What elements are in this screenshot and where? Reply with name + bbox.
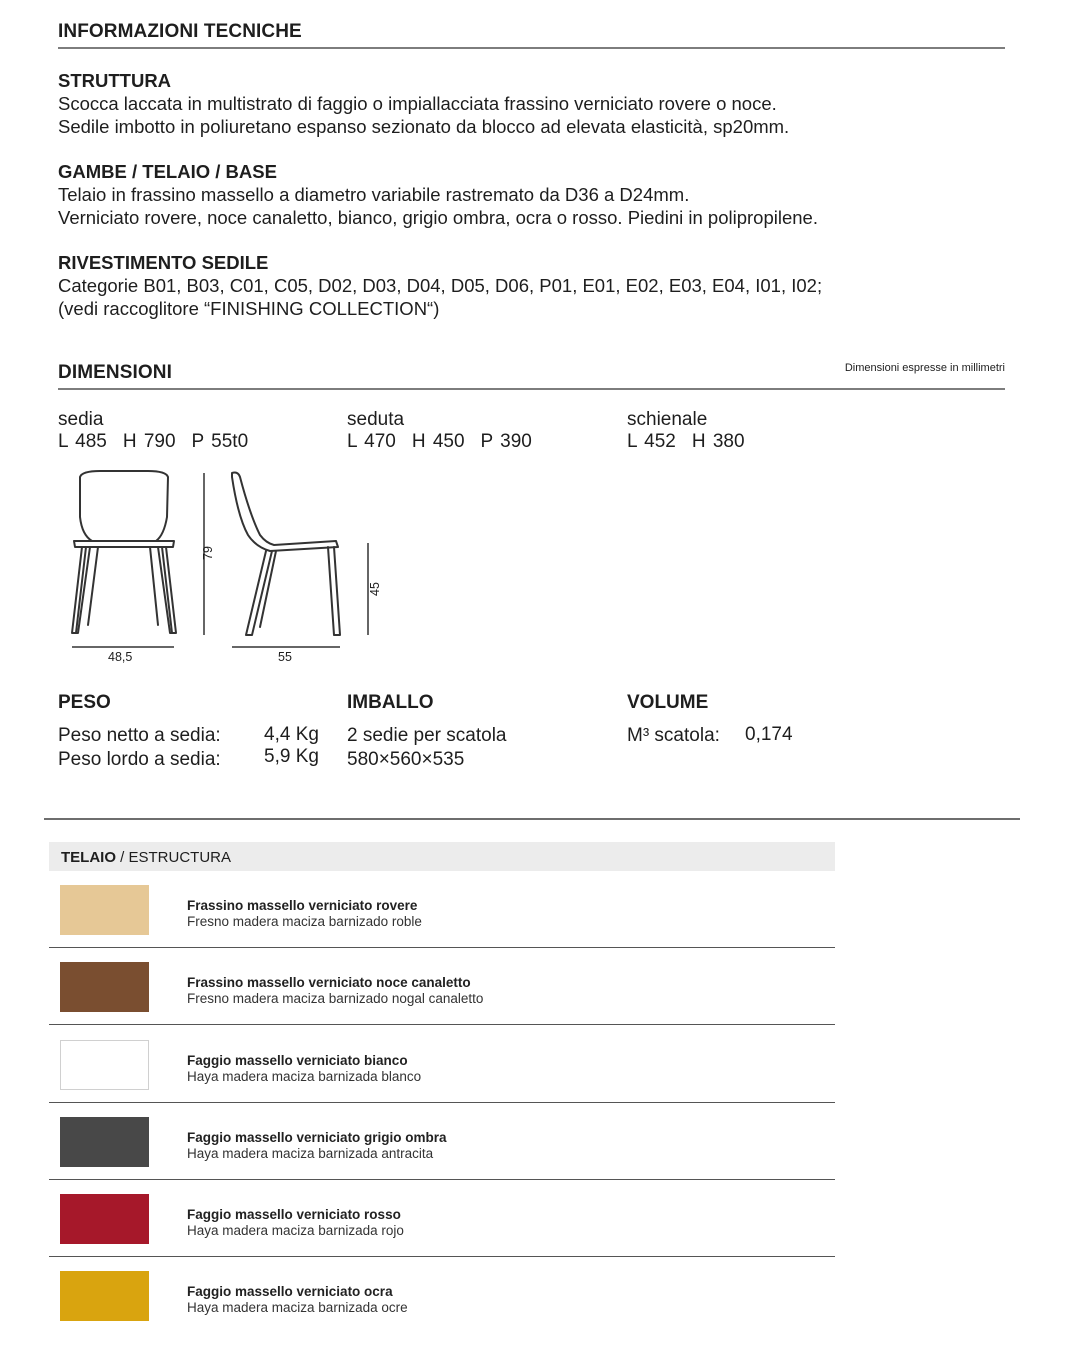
finish-name-es: Haya madera maciza barnizada blanco (187, 1069, 422, 1084)
peso-title: PESO (58, 692, 111, 713)
dim-value: H 790 (122, 431, 176, 452)
front-width-label: 48,5 (108, 650, 133, 664)
dimensioni-divider (58, 388, 1005, 390)
dimensioni-note: Dimensioni espresse in millimetri (844, 362, 1005, 374)
telaio-header-text (61, 849, 231, 866)
dim-value: H 380 (691, 431, 745, 452)
telaio-header (49, 842, 835, 871)
finish-swatch-grigio (60, 1117, 149, 1167)
section-gambe (58, 161, 818, 229)
section-title: RIVESTIMENTO SEDILE (58, 252, 269, 273)
finish-name-es: Fresno madera maciza barnizado nogal canaletto (187, 991, 484, 1006)
front-rear-leg-right (150, 547, 158, 625)
height-label: 79 (200, 546, 215, 560)
finish-name-es: Fresno madera maciza barnizado roble (187, 914, 422, 929)
section-title: STRUTTURA (58, 70, 172, 91)
finish-name-it: Frassino massello verniciato rovere (187, 898, 418, 913)
side-front-leg (328, 547, 340, 635)
finish-swatch-noce (60, 962, 149, 1012)
finish-name-it: Faggio massello verniciato ocra (187, 1284, 393, 1299)
dim-label: sedia (58, 409, 104, 430)
finish-name-es: Haya madera maciza barnizada ocre (187, 1300, 408, 1315)
peso-lordo-label: Peso lordo a sedia: (58, 749, 221, 770)
section-line: Categorie B01, B03, C01, C05, D02, D03, D04, D05, D06, P01, E01, E02, E03, E04, I01, I02; (58, 275, 823, 296)
section-struttura (58, 70, 789, 138)
section-line: Verniciato rovere, noce canaletto, bianco, grigio ombra, ocra o rosso. Piedini in polipropilene. (58, 207, 818, 228)
finish-row (49, 871, 835, 948)
finish-name-it: Frassino massello verniciato noce canaletto (187, 975, 471, 990)
finish-row (49, 1180, 835, 1257)
finish-swatch-rovere (60, 885, 149, 935)
dim-values (58, 431, 264, 453)
dim-value: L 485 (58, 431, 107, 452)
section-line: Telaio in frassino massello a diametro variabile rastremato da D36 a D24mm. (58, 184, 690, 205)
dim-label: seduta (347, 409, 405, 430)
finish-name-it: Faggio massello verniciato rosso (187, 1207, 401, 1222)
section-divider (44, 818, 1020, 820)
chair-drawing (60, 465, 400, 655)
finish-row (49, 1026, 835, 1103)
peso-lordo-value: 5,9 Kg (264, 746, 319, 767)
dim-value: L 452 (627, 431, 676, 452)
front-rear-leg-left (88, 547, 98, 625)
volume-label: M³ scatola: (627, 725, 720, 746)
dim-values (347, 431, 548, 453)
finish-name-it: Faggio massello verniciato grigio ombra (187, 1130, 447, 1145)
side-backrest (232, 473, 338, 552)
finish-swatch-rosso (60, 1194, 149, 1244)
imballo-line: 2 sedie per scatola (347, 725, 507, 746)
finish-row (49, 948, 835, 1025)
seat-height-label: 45 (367, 582, 382, 596)
front-seat (74, 541, 174, 547)
dim-group-seduta (347, 409, 548, 453)
finish-name-es: Haya madera maciza barnizada rojo (187, 1223, 404, 1238)
section-rivestimento (58, 252, 822, 320)
dim-label: schienale (627, 409, 708, 430)
telaio-header-rest: / ESTRUCTURA (116, 849, 232, 866)
dim-values (627, 431, 761, 453)
dim-value: H 450 (411, 431, 465, 452)
dim-value: P 55t0 (191, 431, 249, 452)
section-line: Sedile imbotto in poliuretano espanso sezionato da blocco ad elevata elasticità, sp20mm. (58, 116, 790, 137)
dim-group-sedia (58, 409, 264, 453)
dim-group-schienale (627, 409, 761, 453)
finish-row (49, 1103, 835, 1180)
peso-netto-label: Peso netto a sedia: (58, 725, 221, 746)
telaio-header-bold: TELAIO (61, 849, 116, 866)
dimensioni-title: DIMENSIONI (58, 362, 172, 383)
page-title: INFORMAZIONI TECNICHE (58, 21, 302, 42)
finish-swatch-ocra (60, 1271, 149, 1321)
volume-value: 0,174 (745, 724, 793, 745)
volume-title: VOLUME (627, 692, 709, 713)
finish-row (49, 1257, 835, 1333)
imballo-line: 580×560×535 (347, 749, 465, 770)
finish-swatch-bianco (60, 1040, 149, 1090)
peso-netto-value: 4,4 Kg (264, 724, 319, 745)
imballo-title: IMBALLO (347, 692, 434, 713)
section-line: (vedi raccoglitore “FINISHING COLLECTION“) (58, 298, 440, 319)
side-depth-label: 55 (278, 650, 292, 664)
dim-value: L 470 (347, 431, 396, 452)
dim-value: P 390 (480, 431, 532, 452)
finish-name-es: Haya madera maciza barnizada antracita (187, 1146, 434, 1161)
header-divider (58, 47, 1005, 49)
section-title: GAMBE / TELAIO / BASE (58, 161, 277, 182)
front-backrest (80, 471, 168, 541)
finish-name-it: Faggio massello verniciato bianco (187, 1053, 408, 1068)
section-line: Scocca laccata in multistrato di faggio o impiallacciata frassino verniciato rovere o noce. (58, 93, 777, 114)
